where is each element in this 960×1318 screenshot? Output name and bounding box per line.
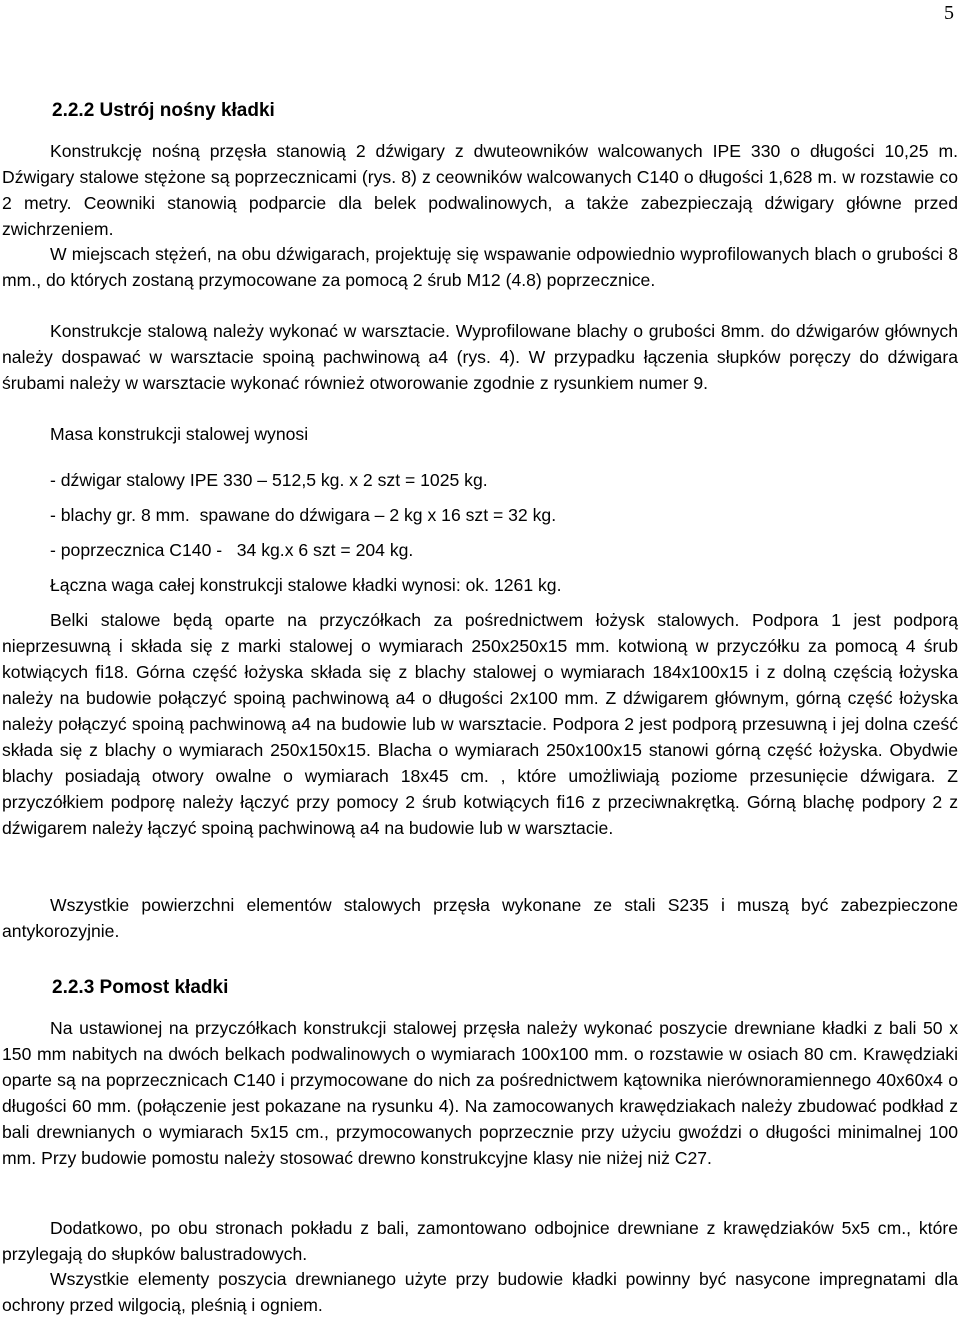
- paragraph: Dodatkowo, po obu stronach pokładu z bali, zamontowano odbojnice drewniane z krawędziaków 5x5 cm., które przylegają do słupków balustradowych.: [2, 1218, 958, 1264]
- mass-intro: Masa konstrukcji stalowej wynosi: [50, 424, 309, 444]
- paragraph: Na ustawionej na przyczółkach konstrukcji stalowej przęsła należy wykonać poszycie drewniane kładki z bali 50 x 150 mm nabitych na dwóch belkach podwalinowych o wymiarach 100x100 mm. o rozstawie w osiach 80 cm. Krawędziaki oparte są na poprzecznicach C140 i przymocowane do nich za pośrednictwem kątownika nierównoramiennego 40x60x4 o długości 60 mm. (połączenie jest pokazane na rysunku 4). Na zamocowanych krawędziakach należy zbudować podkład z bali drewnianych o wymiarach 5x15 cm., przymocowanych poprzecznie przy użyciu gwoździ o długości minimalnej 100 mm. Przy budowie pomostu należy stosować drewno konstrukcyjne klasy nie niżej niż C27.: [2, 1018, 958, 1168]
- paragraph: Belki stalowe będą oparte na przyczółkach za pośrednictwem łożysk stalowych. Podpora 1 jest podporą nieprzesuwną i składa się z marki stalowej o wymiarach 250x250x15 mm. kotwioną w przyczółku za pomocą 4 śrub kotwiących fi18. Górna część łożyska składa się z blachy stalowej o wymiarach 184x100x15 i z dolną częścią łożyska należy na budowie połączyć spoiną pachwinową a4 o długości 2x100 mm. Z dźwigarem głównym, górną część łożyska należy połączyć spoiną pachwinową a4 na budowie lub w warsztacie. Podpora 2 jest podporą przesuwną i jej dolna cześć składa się z blachy o wymiarach 250x150x15. Blacha o wymiarach 250x100x15 stanowi górną część łożyska. Obydwie blachy posiadają otwory owalne o wymiarach 18x45 cm. , które umożliwiają poziome przesunięcie dźwigara. Z przyczółkiem podporę należy łączyć przy pomocy 2 śrub kotwiących fi16 z przeciwnakrętką. Górną blachę podpory 2 z dźwigarem należy łączyć spoiną pachwinową a4 na budowie lub w warsztacie.: [2, 610, 958, 838]
- paragraph: Konstrukcje stalową należy wykonać w warsztacie. Wyprofilowane blachy o grubości 8mm. do dźwigarów głównych należy dospawać w warsztacie spoiną pachwinową a4 (rys. 4). W przypadku łączenia słupków poręczy do dźwigara śrubami należy w warsztacie wykonać również otworowanie zgodnie z rysunkiem numer 9.: [2, 321, 958, 393]
- mass-item: - blachy gr. 8 mm. spawane do dźwigara – 2 kg x 16 szt = 32 kg.: [50, 505, 557, 525]
- paragraph: Wszystkie elementy poszycia drewnianego użyte przy budowie kładki powinny być nasycone impregnatami dla ochrony przed wilgocią, pleśnią i ogniem.: [2, 1269, 958, 1315]
- paragraph: Konstrukcję nośną przęsła stanowią 2 dźwigary z dwuteowników walcowanych IPE 330 o długości 10,25 m. Dźwigary stalowe stężone są poprzecznicami (rys. 8) z ceowników walcowanych C140 o długości 1,628 m. w rozstawie co 2 metry. Ceowniki stanowią podparcie dla belek podwalinowych, a także zabezpieczają dźwigary główne przed zwichrzeniem.: [2, 141, 958, 239]
- section-heading: 2.2.2 Ustrój nośny kładki: [52, 100, 275, 121]
- paragraph: W miejscach stężeń, na obu dźwigarach, projektuję się wspawanie odpowiednio wyprofilowanych blach o grubości 8 mm., do których zostaną przymocowane za pomocą 2 śrub M12 (4.8) poprzecznice.: [2, 244, 958, 290]
- mass-total: Łączna waga całej konstrukcji stalowe kładki wynosi: ok. 1261 kg.: [50, 575, 562, 595]
- section-heading: 2.2.3 Pomost kładki: [52, 977, 229, 998]
- mass-item: - dźwigar stalowy IPE 330 – 512,5 kg. x 2 szt = 1025 kg.: [50, 470, 488, 490]
- page-number: 5: [944, 2, 954, 24]
- paragraph: Wszystkie powierzchni elementów stalowych przęsła wykonane ze stali S235 i muszą być zabezpieczone antykorozyjnie.: [2, 895, 958, 941]
- mass-item: - poprzecznica C140 - 34 kg.x 6 szt = 204 kg.: [50, 540, 414, 560]
